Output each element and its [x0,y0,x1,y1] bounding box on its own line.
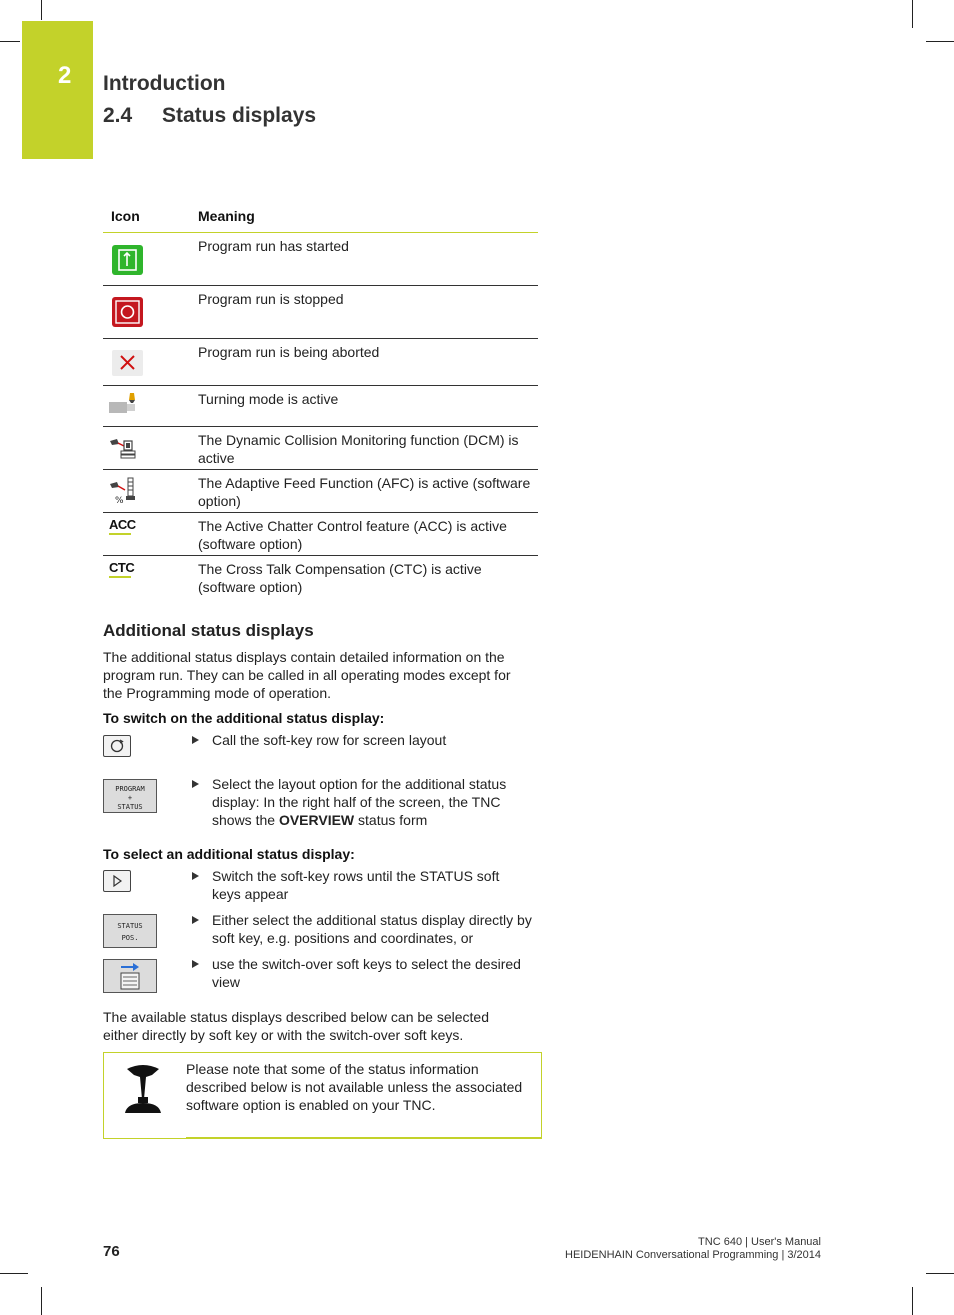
acc-icon [109,517,136,535]
row-meaning: The Cross Talk Compensation (CTC) is active (software option) [198,561,482,595]
step-text: Call the soft-key row for screen layout [212,732,447,748]
next-softkey-row-icon[interactable] [103,870,131,892]
afc-icon [107,476,141,511]
acc-icon-label: ACC [109,517,136,532]
softkey-label-line: STATUS [117,803,143,811]
footer-line: TNC 640 | User's Manual [698,1236,821,1248]
step-text-part: Select the layout option for the additional status display: In the right half of the screen, the TNC shows the [212,776,507,828]
switch-over-softkey[interactable] [103,959,157,993]
softkey-label-line: STATUS [117,922,143,930]
row-meaning: Program run is being aborted [198,344,380,360]
program-started-icon [107,244,145,281]
step-text: Either select the additional status display directly by soft key, e.g. positions and coordinates, or [212,912,532,946]
program-stopped-icon [107,296,145,333]
switch-on-heading: To switch on the additional status display: [103,710,385,726]
softkey-label-line: PROGRAM [115,785,145,793]
section-heading: Additional status displays [103,621,314,640]
bullet-arrow-icon [192,960,199,968]
note-icon [122,1063,164,1122]
col-header-meaning: Meaning [198,208,255,224]
select-heading: To select an additional status display: [103,846,355,862]
step-text-part: status form [354,812,428,828]
icon-underline [109,576,131,578]
table-row [103,233,538,286]
ctc-icon-label: CTC [109,560,135,575]
note-text: Please note that some of the status information described below is not available unless the associated software option is enabled on your TNC. [186,1061,523,1113]
icon-underline [109,533,131,535]
instruction-step [192,731,532,749]
outro-paragraph: The available status displays described below can be selected either directly by soft key or with the switch-over soft keys. [103,1009,490,1043]
crop-mark [0,41,20,42]
bullet-arrow-icon [192,872,199,880]
section-title: Status displays [162,104,317,127]
row-meaning: The Active Chatter Control feature (ACC) is active (software option) [198,518,507,552]
bullet-arrow-icon [192,780,199,788]
crop-mark [912,0,913,28]
crop-mark [926,41,954,42]
dcm-icon [107,435,141,466]
crop-mark [41,1287,42,1315]
row-meaning: Program run is stopped [198,291,344,307]
table-row [103,556,538,598]
section-number: 2.4 [103,104,133,127]
row-meaning: Program run has started [198,238,349,254]
instruction-step [192,775,532,829]
bullet-arrow-icon [192,736,199,744]
note-divider [186,1137,542,1139]
chapter-number: 2 [58,62,72,89]
note-box [103,1052,542,1139]
table-row [103,427,538,470]
svg-text:%: % [115,496,124,506]
col-header-icon: Icon [111,208,140,224]
row-meaning: Turning mode is active [198,391,339,407]
page-number: 76 [103,1243,120,1260]
instruction-step [192,867,532,903]
row-meaning: The Dynamic Collision Monitoring function (DCM) is active [198,432,519,466]
table-row [103,286,538,339]
screen-layout-key-icon[interactable] [103,735,131,757]
intro-paragraph: The additional status displays contain detailed information on the program run. They can be called in all operating modes except for the Programming mode of operation. [103,649,511,701]
row-meaning: The Adaptive Feed Function (AFC) is active (software option) [198,475,531,509]
chapter-title: Introduction [103,72,226,95]
table-row [103,386,538,427]
instruction-step [192,911,532,947]
crop-mark [912,1287,913,1315]
chapter-tab [22,21,93,159]
crop-mark [0,1273,28,1274]
crop-mark [41,0,42,20]
step-text-bold: OVERVIEW [278,812,355,828]
table-row [103,339,538,386]
softkey-label-line: POS. [121,934,139,942]
bullet-arrow-icon [192,916,199,924]
turning-mode-icon [107,391,141,422]
footer-line: HEIDENHAIN Conversational Programming | 3/2014 [565,1249,821,1261]
program-aborted-icon [107,349,145,382]
footer-info [520,1236,821,1262]
softkey-label-line: + [127,794,133,802]
step-text [212,775,532,829]
ctc-icon [109,560,134,578]
step-text: Switch the soft-key rows until the STATUS soft keys appear [212,868,500,902]
table-row [103,513,538,556]
crop-mark [926,1273,954,1274]
instruction-step [192,955,532,991]
program-status-softkey[interactable] [103,779,157,813]
step-text: use the switch-over soft keys to select the desired view [212,956,521,990]
status-pos-softkey[interactable] [103,914,157,948]
table-row [103,470,538,513]
